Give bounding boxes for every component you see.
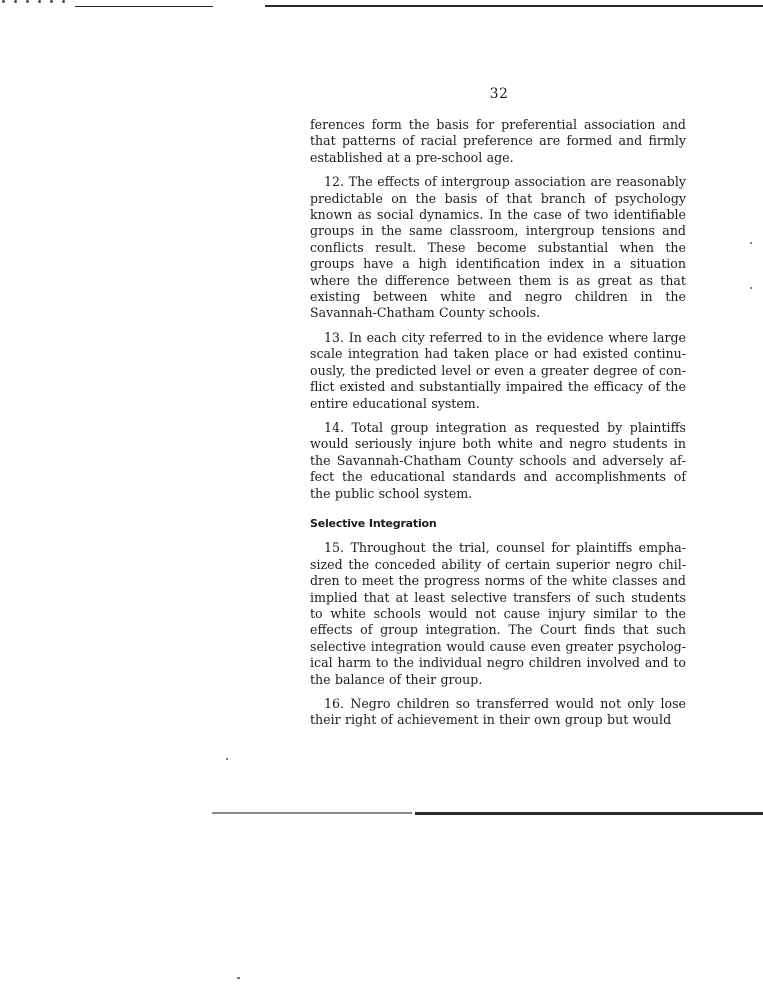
bottom-scan-rule (415, 812, 763, 815)
scan-speck (26, 0, 29, 3)
scan-speck (750, 242, 752, 244)
paragraph-12: 12. The effects of intergroup association are reasonably predictable on the basis of that branch of psychology known as social dynamics. In the case of two identifiable groups in the same classroom, intergroup tensions and conflicts result. These become substantial when the groups have a high identification index in a situation where the difference between them is as great as that existing between white and negro children in the Savannah-Chatham County schools. (310, 174, 686, 321)
page-number: 32 (489, 86, 509, 102)
top-scan-rule-right (265, 5, 763, 7)
scan-speck (38, 0, 41, 3)
scan-speck (2, 0, 5, 3)
scan-speck (62, 0, 65, 3)
paragraph-16: 16. Negro children so transferred would not only lose their right of achievement in their own group but would (310, 696, 686, 728)
paragraph-14: 14. Total group integration as requested by plaintiffs would seriously injure both white and negro students in the Savannah-Chatham County schools and adversely affect the educational standards and accomplishments of the public school system. (310, 419, 686, 501)
paragraph-continued: ferences form the basis for preferential association and that patterns of racial preference are formed and firmly established at a pre-school age. (310, 117, 686, 165)
scan-speck (226, 758, 228, 760)
bottom-scan-rule-faint (212, 812, 412, 814)
scan-speck (237, 977, 240, 979)
paragraph-13: 13. In each city referred to in the evidence where large scale integration had taken place or had existed continuously, the predicted level or even a greater degree of conflict existed and substantially impaired the efficacy of the entire educational system. (310, 329, 686, 411)
scan-speck (14, 0, 17, 3)
section-heading: Selective Integration (310, 516, 437, 530)
paragraph-15: 15. Throughout the trial, counsel for plaintiffs emphasized the conceded ability of certain superior negro children to meet the progress norms of the white classes and implied that at least selective transfers of such students to white schools would not cause injury similar to the effects of group integration. The Court finds that such selective integration would cause even greater psychological harm to the individual negro children involved and to the balance of their group. (310, 540, 686, 687)
body-text (310, 117, 686, 737)
top-scan-rule-left (75, 6, 213, 7)
scan-speck (750, 287, 752, 289)
scan-speck (50, 0, 53, 3)
